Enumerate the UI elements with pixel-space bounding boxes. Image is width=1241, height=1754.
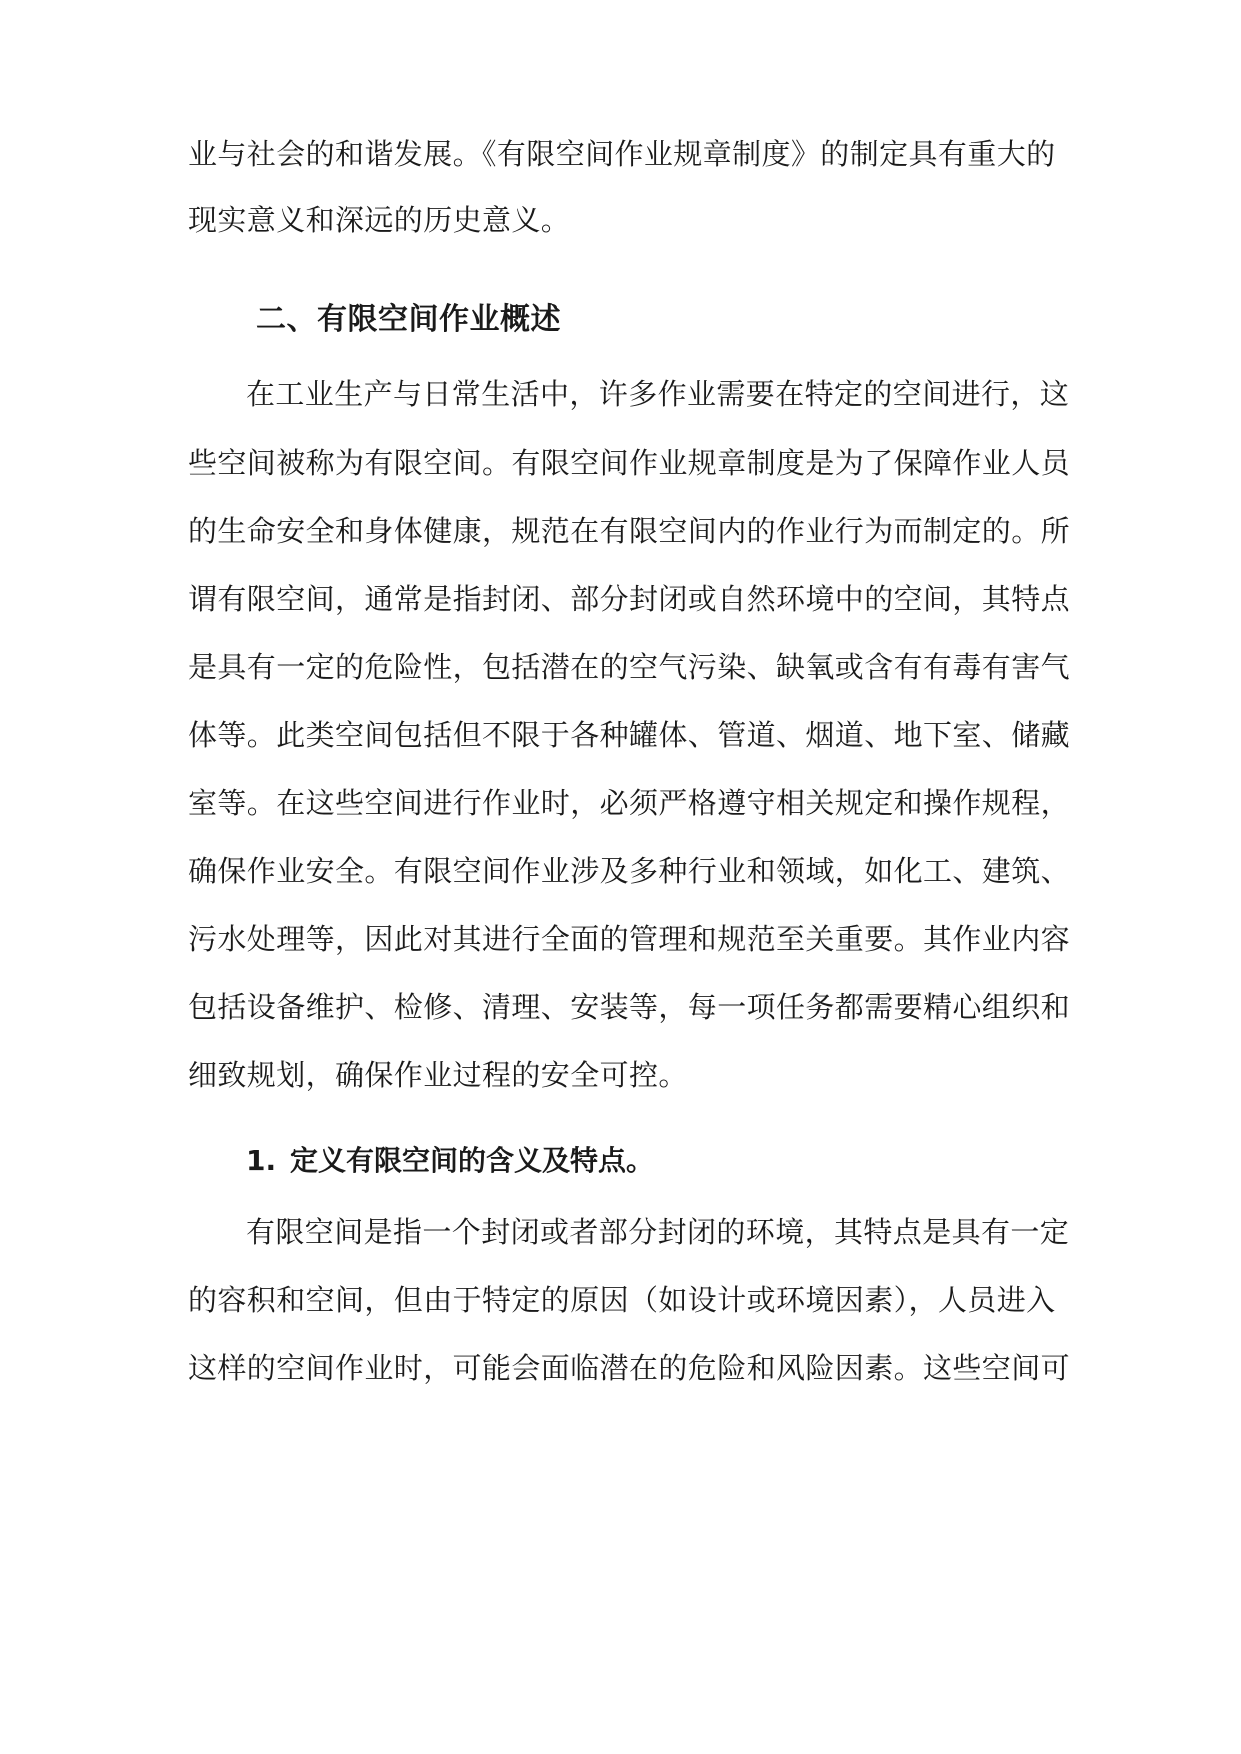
paragraph-line: 确保作业安全。有限空间作业涉及多种行业和领域，如化工、建筑、: [188, 854, 1071, 888]
paragraph-line: 细致规划，确保作业过程的安全可控。: [188, 1058, 688, 1092]
section-heading: 二、有限空间作业概述: [256, 302, 561, 337]
intro-line-1: 业与社会的和谐发展。《有限空间作业规章制度》的制定具有重大的: [188, 137, 1056, 171]
paragraph-line: 这样的空间作业时，可能会面临潜在的危险和风险因素。这些空间可: [188, 1351, 1071, 1385]
paragraph-line: 是具有一定的危险性，包括潜在的空气污染、缺氧或含有有毒有害气: [188, 650, 1071, 684]
paragraph-line: 体等。此类空间包括但不限于各种罐体、管道、烟道、地下室、储藏: [188, 718, 1071, 752]
paragraph-line: 在工业生产与日常生活中，许多作业需要在特定的空间进行，这: [246, 377, 1070, 411]
paragraph-line: 室等。在这些空间进行作业时，必须严格遵守相关规定和操作规程，: [188, 786, 1071, 820]
intro-line-2: 现实意义和深远的历史意义。: [188, 203, 571, 237]
paragraph-line: 的生命安全和身体健康，规范在有限空间内的作业行为而制定的。所: [188, 514, 1071, 548]
paragraph-line: 些空间被称为有限空间。有限空间作业规章制度是为了保障作业人员: [188, 446, 1071, 480]
paragraph-line: 有限空间是指一个封闭或者部分封闭的环境，其特点是具有一定: [246, 1215, 1070, 1249]
subsection-number: 1.: [246, 1144, 277, 1177]
paragraph-line: 谓有限空间，通常是指封闭、部分封闭或自然环境中的空间，其特点: [188, 582, 1071, 616]
subsection-title: 定义有限空间的含义及特点。: [290, 1144, 655, 1177]
paragraph-line: 的容积和空间，但由于特定的原因（如设计或环境因素），人员进入: [188, 1283, 1056, 1317]
subsection-heading: [246, 1141, 654, 1181]
paragraph-line: 污水处理等，因此对其进行全面的管理和规范至关重要。其作业内容: [188, 922, 1071, 956]
paragraph-line: 包括设备维护、检修、清理、安装等，每一项任务都需要精心组织和: [188, 990, 1071, 1024]
